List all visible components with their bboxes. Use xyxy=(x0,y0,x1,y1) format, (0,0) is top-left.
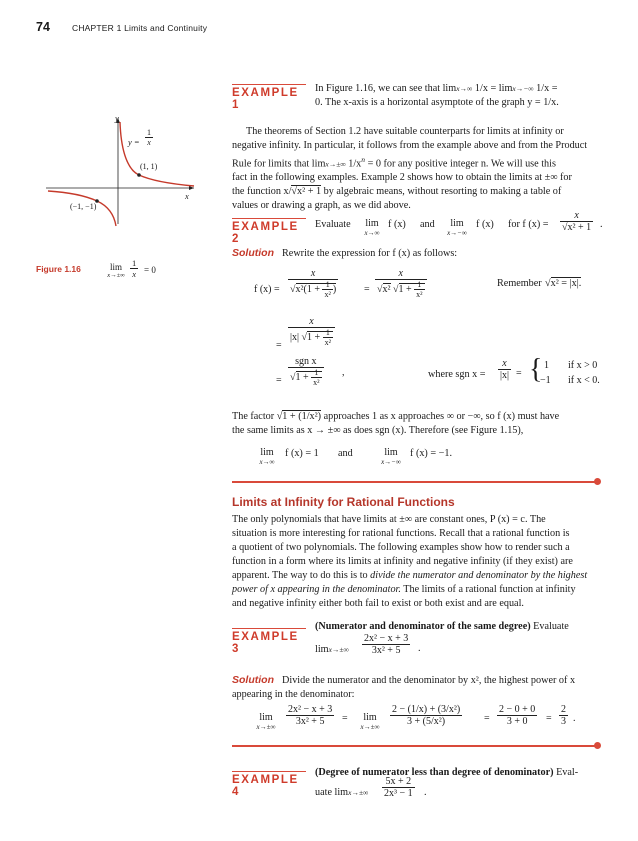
solution-2-intro: Rewrite the expression for f (x) as follows: xyxy=(282,248,458,259)
sol3-period: . xyxy=(573,713,576,724)
figure-caption-frac: $\frac{1}{x}$ xyxy=(132,258,137,279)
example-2-f1: f (x) xyxy=(388,219,406,230)
sol2-comma: , xyxy=(342,367,345,378)
figure-caption-eq: = 0 xyxy=(144,265,156,275)
sol3-frac-3: $\frac{2 - 0 + 0}{3 + 0}$ xyxy=(499,704,536,727)
para2-and: and xyxy=(338,448,353,459)
curve-label-frac: $\frac{1}{x}$ xyxy=(147,128,151,147)
point-label-neg1-neg1: (−1, −1) xyxy=(70,202,97,211)
example-1-line-2: 0. The x-axis is a horizontal asymptote of the graph y = 1/x. xyxy=(315,97,559,108)
example-2-evaluate: Evaluate xyxy=(315,219,351,230)
example-4-period: . xyxy=(424,787,427,798)
sol3-frac-2: $\frac{\text{2 − (1/x) + (3/x²)}}{\text{3 + (5/x²)}}$ xyxy=(392,704,461,727)
example-3-title-line: (Numerator and denominator of the same degree) Evaluate xyxy=(315,621,569,632)
sol2-fx-eq: f (x) = xyxy=(254,284,280,295)
case-1-val: 1 xyxy=(544,360,549,371)
sol2-sgn-frac: $\frac{x}{|x|}$ xyxy=(500,358,510,381)
sol2-brace: { xyxy=(529,354,543,385)
remember-label: Remember xyxy=(497,278,542,289)
case-1-cond: if x > 0 xyxy=(568,360,598,371)
remember-eq: √x² = |x|. xyxy=(545,278,582,289)
paragraph-factor: The factor √1 + (1/x²) approaches 1 as x approaches ∞ or −∞, so f (x) must have the same limits as x → ±∞ as does sgn (x). Therefore (see Figure 1.15), xyxy=(232,411,560,436)
divider-2-dot xyxy=(594,742,601,749)
example-2-for: for f (x) = xyxy=(508,219,549,230)
case-2-val: −1 xyxy=(540,375,551,386)
page-number: 74 xyxy=(36,20,50,34)
sol2-frac-2: x √x² √1 + $\frac{1}{\text{x²}}$ xyxy=(375,268,427,299)
example-3-frac: $\frac{\text{2x² − x + 3}}{\text{3x² + 5}}$ xyxy=(364,633,409,656)
divider-2 xyxy=(232,745,598,747)
running-header: CHAPTER 1 Limits and Continuity xyxy=(72,23,208,33)
sol3-frac-1: $\frac{\text{2x² − x + 3}}{\text{3x² + 5}}$ xyxy=(288,704,333,727)
y-axis-label: y xyxy=(115,113,119,123)
figure-graph xyxy=(36,112,196,230)
para2-result-2: f (x) = −1. xyxy=(410,448,453,459)
example-4-lim: uate limx→±∞ xyxy=(315,787,369,798)
example-2-lim-1: lim x→∞ xyxy=(364,218,380,237)
sol3-eq-2: = xyxy=(484,713,490,724)
x-axis-label: x xyxy=(185,191,189,201)
sol2-eq-2: = xyxy=(276,340,282,351)
sol3-frac-4: $\frac{2}{3}$ xyxy=(561,704,566,727)
hyperbola-branch-right xyxy=(120,122,194,186)
example-2-f2: f (x) xyxy=(476,219,494,230)
sol2-eq-4: = xyxy=(516,368,522,379)
example-2-and: and xyxy=(420,219,435,230)
sol3-lim-2: lim x→±∞ xyxy=(360,712,380,731)
solution-3-line-2: appearing in the denominator: xyxy=(232,689,355,700)
example-1-line-1: In Figure 1.16, we can see that limx→∞ 1/x = limx→−∞ 1/x = xyxy=(315,83,558,94)
divider-1-dot xyxy=(594,478,601,485)
point-label-1-1: (1, 1) xyxy=(140,162,158,171)
divider-1 xyxy=(232,481,598,483)
sol3-eq-1: = xyxy=(342,713,348,724)
example-2-label: EXAMPLE 2 xyxy=(232,218,306,245)
sol2-frac-1: x √x²(1 + $\frac{1}{\text{x²}}$ ) xyxy=(290,268,337,299)
section-paragraph: The only polynomials that have limits at ±∞ are constant ones, P (x) = c. The situation is more interesting for rational functions. Recall that a rational function is a quotient of two polynomials. The following examples show how to render such a function in a form where its limits at infinity and negative infinity (if they exist) are apparent. The way to do this is to divide the numerator and denominator by the highest power of x appearing in the denominator. The limits of a rational function at infinity and negative infinity either both fail to exist or both exist and are equal. xyxy=(232,514,588,609)
para2-lim-1: lim x→∞ xyxy=(259,447,275,466)
point-1-1 xyxy=(137,173,141,177)
solution-3-line-1: Divide the numerator and the denominator by x², the highest power of x xyxy=(282,675,576,686)
para2-lim-2: lim x→−∞ xyxy=(381,447,401,466)
example-1-label: EXAMPLE 1 xyxy=(232,84,306,111)
example-4-title-line: (Degree of numerator less than degree of denominator) Eval- xyxy=(315,767,579,778)
example-2-lim-2: lim x→−∞ xyxy=(447,218,467,237)
sol2-where: where sgn x = xyxy=(428,369,486,380)
sol3-lim-1: lim x→±∞ xyxy=(256,712,276,731)
sol2-eq-1: = xyxy=(364,284,370,295)
case-2-cond: if x < 0. xyxy=(568,375,600,386)
solution-2-label: Solution xyxy=(232,247,274,259)
paragraph-theorems: The theorems of Section 1.2 have suitable counterparts for limits at infinity or negative infinity. In particular, it follows from the example above and from the Product Rule for limits that limx→±∞ $1/x^n = 0$ for any positive integer n. We will use this fact in the following examples. Example 2 shows how to obtain the limits at ±∞ for the function x/√x² + 1 by algebraic means, without resorting to making a table of values or drawing a graph, as we did above. xyxy=(232,126,588,212)
example-4-frac: $\frac{5x + 2}{\text{2x³ − 1}}$ xyxy=(384,776,413,799)
example-3-lim: limx→±∞ xyxy=(315,644,349,655)
figure-caption-lim: lim x→±∞ xyxy=(107,262,125,279)
solution-3-label: Solution xyxy=(232,674,274,686)
example-4-label: EXAMPLE 4 xyxy=(232,771,306,798)
para2-result-1: f (x) = 1 xyxy=(285,448,319,459)
example-3-label: EXAMPLE 3 xyxy=(232,628,306,655)
sol3-eq-3: = xyxy=(546,713,552,724)
sol2-frac-4: sgn x √1 + $\frac{1}{\text{x²}}$ xyxy=(288,356,324,387)
section-heading: Limits at Infinity for Rational Functions xyxy=(232,495,455,509)
sol2-frac-3: x |x| √1 + $\frac{1}{\text{x²}}$ xyxy=(288,316,335,347)
example-2-frac: $\frac{x}{\text{√x² + 1}}$ xyxy=(562,210,592,233)
curve-label-lhs: y = xyxy=(128,137,140,147)
example-3-period: . xyxy=(418,643,421,654)
example-2-period: . xyxy=(600,219,603,230)
sol2-eq-3: = xyxy=(276,375,282,386)
figure-caption-label: Figure 1.16 xyxy=(36,264,81,274)
